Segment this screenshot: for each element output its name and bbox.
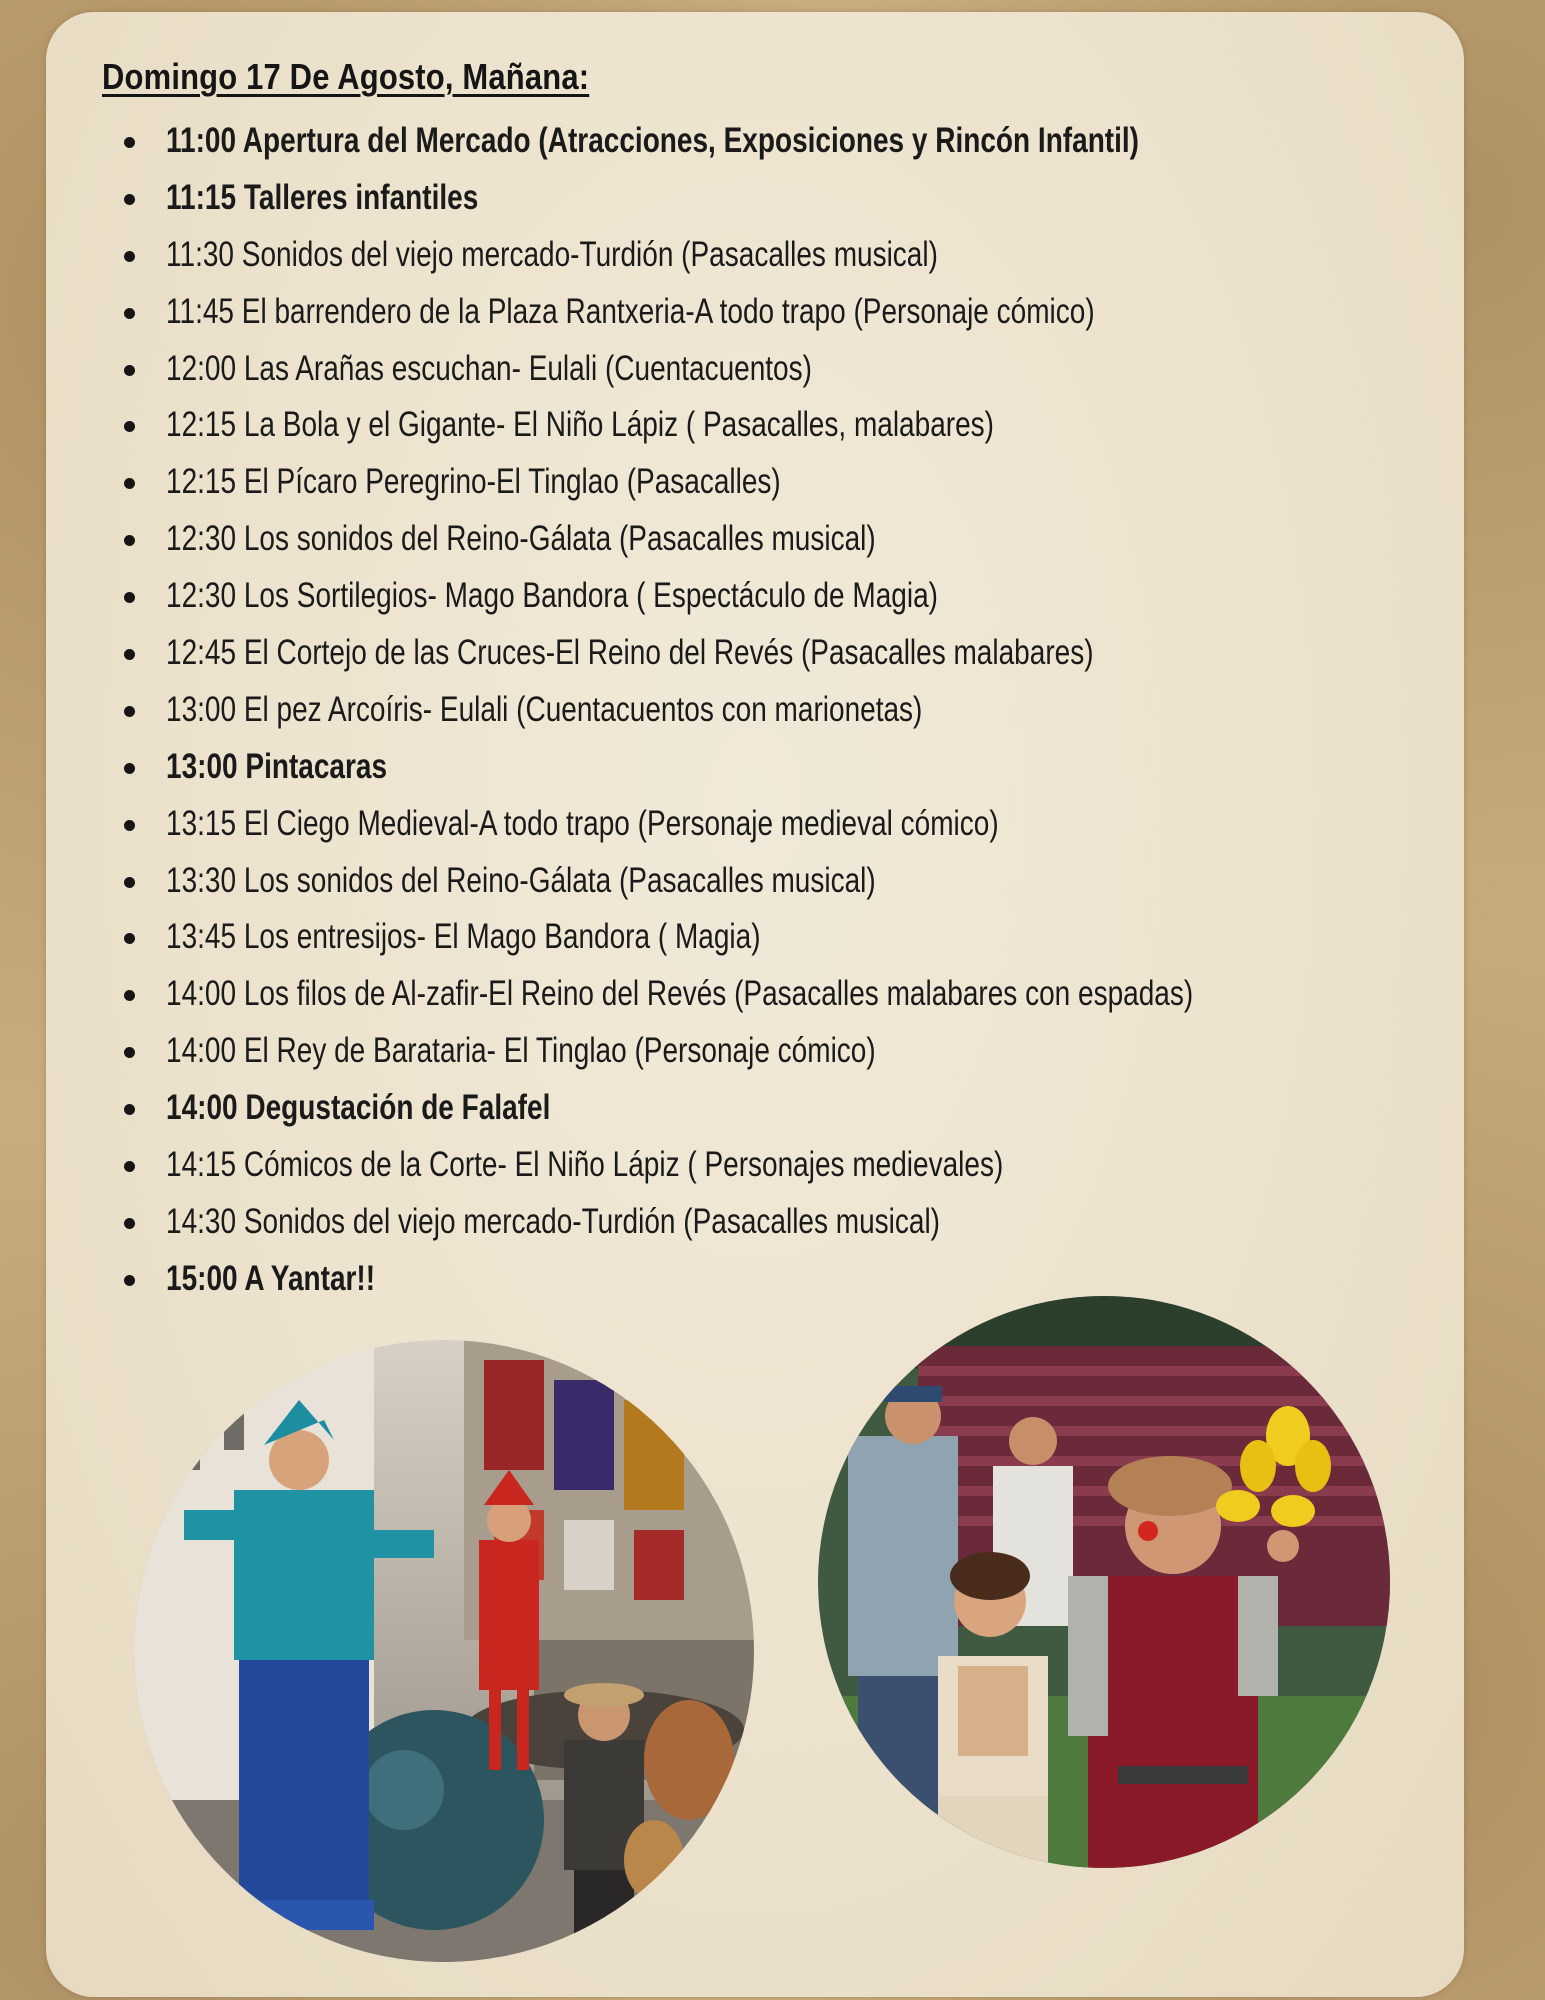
schedule-item-text: 15:00 A Yantar!!	[166, 1258, 376, 1298]
schedule-item	[122, 341, 1442, 398]
schedule-item-text: 13:00 El pez Arcoíris- Eulali (Cuentacuentos con marionetas)	[166, 689, 923, 729]
bullet-icon	[124, 933, 135, 944]
schedule-item-text: 14:15 Cómicos de la Corte- El Niño Lápiz ( Personajes medievales)	[166, 1145, 1004, 1185]
schedule-heading: Domingo 17 De Agosto, Mañana:	[102, 56, 590, 97]
bullet-icon	[124, 1161, 135, 1172]
schedule-item	[122, 1080, 1442, 1137]
schedule-item-text: 11:45 El barrendero de la Plaza Rantxeria-A todo trapo (Personaje cómico)	[166, 291, 1095, 331]
bullet-icon	[124, 592, 135, 603]
bullet-icon	[124, 137, 135, 148]
schedule-item	[122, 170, 1442, 227]
schedule-item	[122, 1137, 1442, 1194]
schedule-item-text: 12:00 Las Arañas escuchan- Eulali (Cuentacuentos)	[166, 348, 812, 388]
schedule-item-text: 12:15 El Pícaro Peregrino-El Tinglao (Pasacalles)	[166, 462, 781, 502]
schedule-item-text: 12:15 La Bola y el Gigante- El Niño Lápiz ( Pasacalles, malabares)	[166, 405, 994, 445]
schedule-item-text: 13:45 Los entresijos- El Mago Bandora ( Magia)	[166, 917, 761, 957]
schedule-item	[122, 511, 1442, 568]
schedule-item-text: 12:30 Los sonidos del Reino-Gálata (Pasacalles musical)	[166, 519, 876, 559]
schedule-item	[122, 113, 1442, 170]
schedule-item-text: 14:00 Degustación de Falafel	[166, 1088, 551, 1128]
schedule-item	[122, 284, 1442, 341]
street-performers-illustration	[134, 1340, 754, 1962]
bullet-icon	[124, 706, 135, 717]
bullet-icon	[124, 649, 135, 660]
clown-balloon-illustration	[818, 1296, 1390, 1868]
bullet-icon	[124, 820, 135, 831]
bullet-icon	[124, 251, 135, 262]
clown-balloon-photo	[818, 1296, 1390, 1868]
schedule-item-text: 14:30 Sonidos del viejo mercado-Turdión (Pasacalles musical)	[166, 1201, 941, 1241]
bullet-icon	[124, 990, 135, 1001]
bullet-icon	[124, 421, 135, 432]
schedule-item	[122, 227, 1442, 284]
schedule-item	[122, 625, 1442, 682]
schedule-item	[122, 682, 1442, 739]
schedule-item-text: 12:30 Los Sortilegios- Mago Bandora ( Espectáculo de Magia)	[166, 576, 938, 616]
schedule-item-text: 13:00 Pintacaras	[166, 746, 388, 786]
bullet-icon	[124, 365, 135, 376]
bullet-icon	[124, 1047, 135, 1058]
schedule-item-text: 11:30 Sonidos del viejo mercado-Turdión (Pasacalles musical)	[166, 234, 938, 274]
bullet-icon	[124, 1218, 135, 1229]
schedule-item	[122, 1023, 1442, 1080]
schedule-item	[122, 796, 1442, 853]
schedule-item	[122, 568, 1442, 625]
schedule-item	[122, 739, 1442, 796]
schedule-item-text: 11:15 Talleres infantiles	[166, 177, 479, 217]
bullet-icon	[124, 308, 135, 319]
schedule-item-text: 13:15 El Ciego Medieval-A todo trapo (Personaje medieval cómico)	[166, 803, 999, 843]
schedule-item	[122, 853, 1442, 910]
schedule-item-text: 12:45 El Cortejo de las Cruces-El Reino del Revés (Pasacalles malabares)	[166, 633, 1094, 673]
bullet-icon	[124, 194, 135, 205]
schedule-item	[122, 1251, 1442, 1308]
schedule-item-text: 13:30 Los sonidos del Reino-Gálata (Pasacalles musical)	[166, 860, 876, 900]
bullet-icon	[124, 877, 135, 888]
bullet-icon	[124, 1104, 135, 1115]
bullet-icon	[124, 478, 135, 489]
schedule-item-text: 11:00 Apertura del Mercado (Atracciones, Exposiciones y Rincón Infantil)	[166, 121, 1139, 160]
schedule-item-text: 14:00 El Rey de Barataria- El Tinglao (Personaje cómico)	[166, 1031, 876, 1071]
bullet-icon	[124, 1275, 135, 1286]
schedule-item-text: 14:00 Los filos de Al-zafir-El Reino del Revés (Pasacalles malabares con espadas)	[166, 974, 1194, 1014]
street-performers-photo	[134, 1340, 754, 1962]
schedule-item	[122, 966, 1442, 1023]
bullet-icon	[124, 535, 135, 546]
schedule-item	[122, 454, 1442, 511]
schedule-list	[122, 113, 1442, 1308]
schedule-item	[122, 397, 1442, 454]
schedule-item	[122, 1194, 1442, 1251]
bullet-icon	[124, 763, 135, 774]
schedule-item	[122, 909, 1442, 966]
